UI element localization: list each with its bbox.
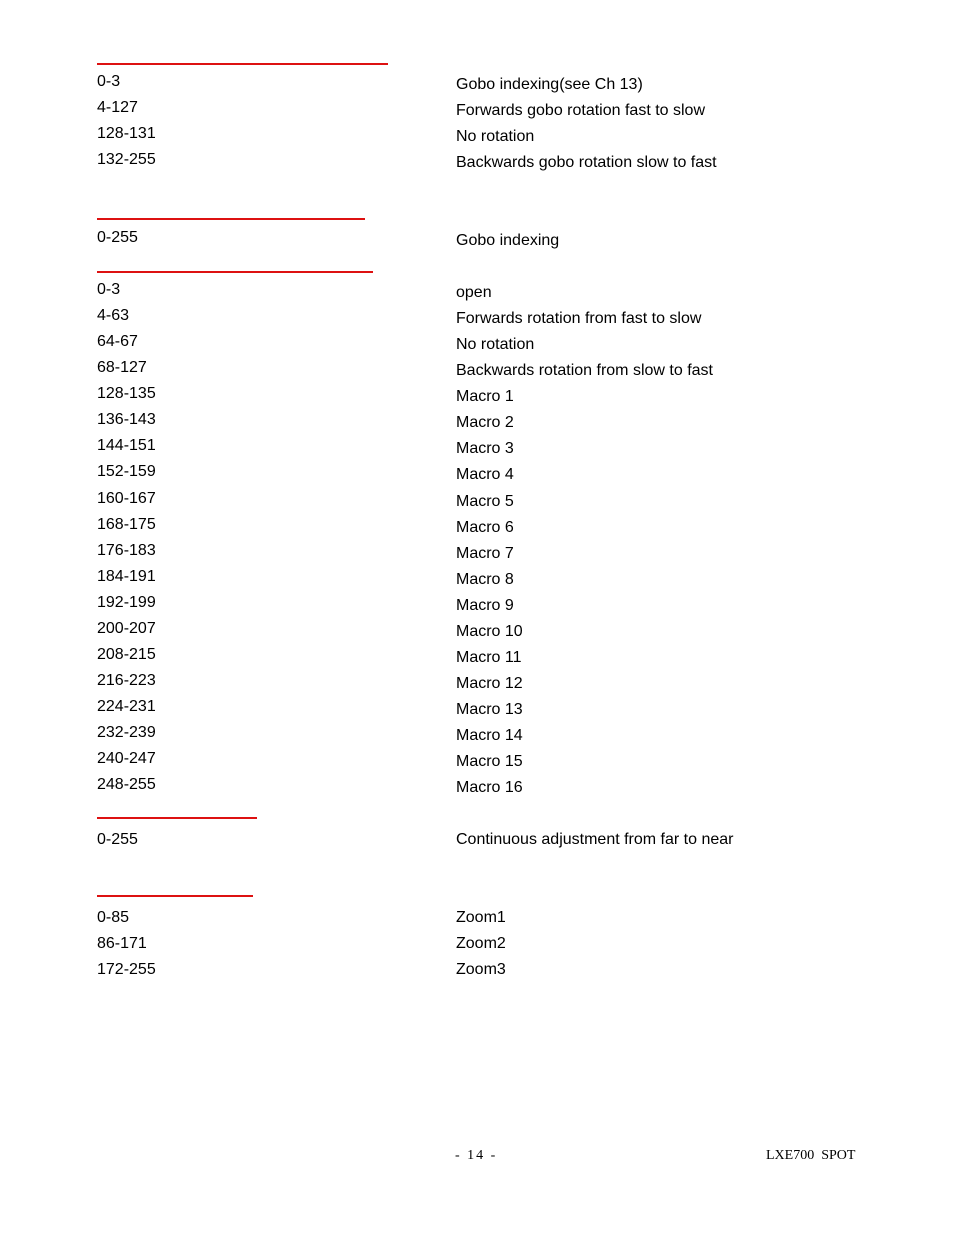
function-description: Macro 15	[456, 753, 523, 770]
dmx-value: 128-131	[97, 125, 156, 142]
dmx-value: 0-255	[97, 229, 138, 246]
dmx-value: 0-3	[97, 281, 121, 298]
dmx-value: 4-63	[97, 307, 130, 324]
section-divider	[97, 218, 365, 220]
function-description: Macro 3	[456, 440, 514, 457]
page-number: - 14 -	[455, 1148, 498, 1163]
section-divider	[97, 271, 373, 273]
dmx-value: 0-85	[97, 909, 130, 926]
dmx-value: 64-67	[97, 333, 138, 350]
function-description: Backwards gobo rotation slow to fast	[456, 154, 717, 171]
function-description: No rotation	[456, 128, 535, 145]
dmx-value: 184-191	[97, 568, 156, 585]
dmx-value: 248-255	[97, 776, 156, 793]
dmx-value: 132-255	[97, 151, 156, 168]
function-description: Continuous adjustment from far to near	[456, 831, 734, 848]
dmx-value: 136-143	[97, 411, 156, 428]
dmx-value: 68-127	[97, 359, 147, 376]
function-description: Macro 7	[456, 545, 514, 562]
function-description: No rotation	[456, 336, 535, 353]
dmx-value: 208-215	[97, 646, 156, 663]
function-description: Macro 8	[456, 571, 514, 588]
dmx-value: 192-199	[97, 594, 156, 611]
dmx-value: 4-127	[97, 99, 138, 116]
function-description: Macro 9	[456, 597, 514, 614]
function-description: Macro 5	[456, 493, 514, 510]
dmx-value: 216-223	[97, 672, 156, 689]
function-description: Backwards rotation from slow to fast	[456, 362, 713, 379]
function-description: Macro 2	[456, 414, 514, 431]
dmx-value: 176-183	[97, 542, 156, 559]
function-description: Macro 11	[456, 649, 522, 666]
dmx-value: 152-159	[97, 463, 156, 480]
dmx-value: 0-3	[97, 73, 121, 90]
function-description: Macro 13	[456, 701, 523, 718]
function-description: Zoom2	[456, 935, 506, 952]
function-description: Gobo indexing	[456, 232, 560, 249]
dmx-value: 168-175	[97, 516, 156, 533]
dmx-value: 160-167	[97, 490, 156, 507]
function-description: Zoom1	[456, 909, 506, 926]
function-description: Macro 16	[456, 779, 523, 796]
function-description: Forwards gobo rotation fast to slow	[456, 102, 706, 119]
dmx-value: 128-135	[97, 385, 156, 402]
dmx-value: 172-255	[97, 961, 156, 978]
dmx-value: 86-171	[97, 935, 147, 952]
section-divider	[97, 63, 388, 65]
dmx-value: 232-239	[97, 724, 156, 741]
section-divider	[97, 817, 257, 819]
model-name: LXE700 SPOT	[766, 1148, 856, 1163]
function-description: Macro 14	[456, 727, 523, 744]
function-description: Macro 10	[456, 623, 523, 640]
function-description: Gobo indexing(see Ch 13)	[456, 76, 643, 93]
dmx-value: 224-231	[97, 698, 156, 715]
dmx-value: 144-151	[97, 437, 156, 454]
function-description: Macro 12	[456, 675, 523, 692]
dmx-value: 240-247	[97, 750, 156, 767]
function-description: Macro 1	[456, 388, 514, 405]
function-description: Zoom3	[456, 961, 506, 978]
function-description: Macro 4	[456, 466, 514, 483]
function-description: open	[456, 284, 492, 301]
dmx-value: 200-207	[97, 620, 156, 637]
section-divider	[97, 895, 253, 897]
function-description: Forwards rotation from fast to slow	[456, 310, 702, 327]
dmx-value: 0-255	[97, 831, 138, 848]
function-description: Macro 6	[456, 519, 514, 536]
